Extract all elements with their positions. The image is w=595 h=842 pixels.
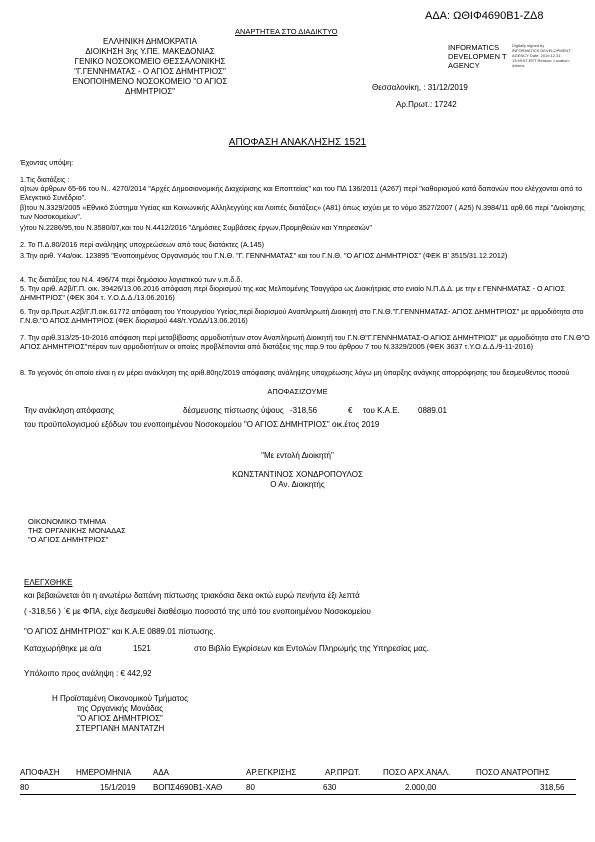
signer-role: Ο Αν. Διοικητής xyxy=(270,480,325,489)
cell-decision: 80 xyxy=(20,783,29,792)
kae-code: 0889.01 xyxy=(418,406,447,415)
department-line: "Ο ΑΓΙΟΣ ΔΗΜΗΤΡΙΟΣ" xyxy=(28,535,109,544)
head-of-finance xyxy=(30,694,210,734)
head-line: Η Προϊσταμένη Οικονομικού Τμήματος xyxy=(52,694,188,703)
authority-line: "Γ.ΓΕΝΝΗΜΑΤΑΣ - Ο ΑΓΙΟΣ ΔΗΜΗΤΡΙΟΣ" xyxy=(74,67,226,76)
item-5: 5. Την αριθ. Α2β/Γ.Π. οικ. 39426/13.06.2016 απόφαση περί διορισμού της κας Μελπομένης Τσαγγάρα ως Διοικήτριας στο ενιαίο Ν.Π.Δ.Δ. με την ε ΓΕΝΝΗΜΑΤΑΣ - Ο ΑΓΙΟΣ ΔΗΜΗΤΡΙΟΣ" (ΦΕΚ 304 τ. Υ.Ο.Δ.Δ./13.06.2016) xyxy=(20,284,565,302)
issuing-authority xyxy=(40,37,260,97)
cell-approval: 80 xyxy=(246,783,255,792)
item-2: 2. Το Π.Δ.80/2016 περί ανάληψης υποχρεώσεων από τους διατάκτες (Α.145) xyxy=(20,240,265,249)
ada-number: ΑΔΑ: ΩΘΙΦ4690Β1-ΖΔ8 xyxy=(425,10,544,22)
posted-online-label: ΑΝΑΡΤΗΤΕΑ ΣΤΟ ΔΙΑΔΙΚΤΥΟ xyxy=(235,27,338,36)
cell-initial-amount: 2.000,00 xyxy=(405,783,437,792)
decision-heading: ΑΠΟΦΑΣΙΖΟΥΜΕ xyxy=(267,387,328,396)
registration-number: 1521 xyxy=(133,644,151,653)
euro-symbol: € xyxy=(348,406,353,415)
registered-book: στο Βιβλίο Εγκρίσεων και Εντολών Πληρωμής της Υπηρεσίας μας. xyxy=(194,644,429,653)
col-header-ada: ΑΔΑ xyxy=(153,768,170,777)
checked-line-2: ( -318,56 ) ΄€ με ΦΠΑ, είχε δεσμευθεί διαθέσιμο ποσοστό της υπό του ενοποιημένου Νοσοκομείου xyxy=(24,607,371,616)
finance-department xyxy=(28,517,228,544)
cell-date: 15/1/2019 xyxy=(100,783,136,792)
table-divider xyxy=(20,779,576,780)
document-title: ΑΠΟΦΑΣΗ ΑΝΑΚΛΗΣΗΣ 1521 xyxy=(228,137,367,148)
revoke-amount: -318,56 xyxy=(290,406,318,415)
checked-heading: ΕΛΕΓΧΘΗΚΕ xyxy=(24,578,73,587)
digital-signature-name: INFORMATICS DEVELOPMEN T AGENCY xyxy=(448,43,507,70)
digital-signature-details: Digitally signed by INFORMATICS DEVELOPMENT AGENCY Date: 2019.12.31 13:49:57 EET Reason: Location: Athens xyxy=(512,43,571,68)
col-header-date: ΗΜΕΡΟΜΗΝΙΑ xyxy=(76,768,132,777)
item-8: 8. Το γεγονός ότι οποίο είναι η εν μέρει ανάκληση της αριθ.80ης/2019 απόφασης ανάληψης υποχρέωσης λόγω μη ύπαρξης ανάγκης απορρόφησης του δεσμευθέντος ποσού xyxy=(20,368,570,377)
table-bottom-rule xyxy=(20,794,576,795)
item-6: 6. Την αρ.Πρωτ.Α2β/Γ.Π.οικ.61772 απόφαση του Υπουργείου Υγείας,περί διορισμού Αναπληρωτή Διοικητή στο Γ.Ν.Θ."Γ.ΓΕΝΝΗΜΑΤΑΣ- ΑΓΙΟΣ ΔΗΜΗΤΡΙΟΣ" με αρμοδιότητα στο Γ.Ν.Θ."Ο ΑΠΟΣ ΔΗΜΗΤΡΙΟΣ (ΦΕΚ διορισμού 448/τ.ΥΟΔΔ/13.06.2016) xyxy=(20,307,584,325)
col-header-reversal-amount: ΠΟΣΟ ΑΝΑΤΡΟΠΗΣ xyxy=(476,768,550,777)
head-name: ΣΤΕΡΓΙΑΝΗ ΜΑΝΤΑΤΖΗ xyxy=(75,724,165,733)
signer-name: ΚΩΝΣΤΑΝΤΙΝΟΣ ΧΟΝΔΡΟΠΟΥΛΟΣ xyxy=(232,470,363,479)
cell-ada: ΒΟΠΣ4690Β1-ΧΑΘ xyxy=(153,783,223,792)
item-1a: α)των άρθρων 65-66 του Ν.. 4270/2014 "Αρχές Δημοσιονομικής Διαχείρισης και Εποπτείας" και του ΠΔ 136/2011 (Α267) περί "καθορισμού κατά δαπανών που ελέγχονται από το Ελεγκτικό Συνέδριο". xyxy=(20,184,583,202)
department-line: ΤΗΣ ΟΡΓΑΝΙΚΗΣ ΜΟΝΑΔΑΣ xyxy=(28,526,126,535)
col-header-protocol: ΑΡ.ΠΡΩΤ. xyxy=(325,768,361,777)
item-3: 3.Την αριθ. Υ4α/οικ. 123895 "Ενοποιημένος Οργανισμός του Γ.Ν.Θ. "Γ. ΓΕΝΝΗΜΑΤΑΣ" και του Γ.Ν.Θ. "Ο ΑΓΙΟΣ ΔΗΜΗΤΡΙΟΣ" (ΦΕΚ Β' 3515/31.12.2012) xyxy=(20,251,508,260)
registered-label: Καταχωρήθηκε με α/α xyxy=(24,644,102,653)
col-header-initial-amount: ΠΟΣΟ ΑΡΧ.ΑΝΑΛ. xyxy=(383,768,451,777)
department-line: ΟΙΚΟΝΟΜΙΚΟ ΤΜΗΜΑ xyxy=(28,517,107,526)
col-header-decision: ΑΠΟΦΑΣΗ xyxy=(20,768,60,777)
cell-reversal-amount: 318,56 xyxy=(540,783,565,792)
revoke-text-a: Την ανάκληση απόφασης xyxy=(24,406,114,415)
authority-line: ΓΕΝΙΚΟ ΝΟΣΟΚΟΜΕΙΟ ΘΕΣΣΑΛΟΝΙΚΗΣ xyxy=(74,57,226,66)
checked-line-3: "Ο ΑΓΙΟΣ ΔΗΜΗΤΡΙΟΣ" και Κ.Α.Ε 0889.01 πίστωσης. xyxy=(24,627,216,636)
authority-line: ΕΝΟΠΟΙΗΜΕΝΟ ΝΟΣΟΚΟΜΕΙΟ "Ο ΑΓΙΟΣ xyxy=(72,77,228,86)
protocol-number: Αρ.Πρωτ.: 17242 xyxy=(396,100,457,109)
cell-protocol: 630 xyxy=(323,783,337,792)
revoke-text-b: δέσμευσης πίστωσης ύψους xyxy=(183,406,284,415)
order-line: "Με εντολή Διοικητή" xyxy=(261,451,334,460)
head-line: της Οργανικής Μονάδας xyxy=(76,704,164,713)
col-header-approval: ΑΡ.ΕΓΚΡΙΣΗΣ xyxy=(246,768,297,777)
kae-label: του Κ.Α.Ε. xyxy=(363,406,400,415)
authority-line: ΕΛΛΗΝΙΚΗ ΔΗΜΟΚΡΑΤΙΑ xyxy=(103,37,197,46)
item-4: 4. Τις διατάξεις του Ν.4. 496/74 περί δημόσιου λογιστικού των ν.π.δ.δ. xyxy=(20,275,243,284)
item-1c: γ)του Ν.2286/95,του Ν.3580/07,και του Ν.4412/2016 "Δημόσιες Συμβάσεις έργων,Προμηθειών και Υπηρεσιών" xyxy=(20,223,372,232)
item-7: 7. Την αριθ.313/25-10-2016 απόφαση περί μεταβίβασης αρμοδιοτήτων στον Αναπληρωτή Διοικητή του Γ.Ν.Θ"Γ.ΓΕΝΝΗΜΑΤΑΣ-Ο ΑΓΙΟΣ ΔΗΜΗΤΡΙΟΣ" με αρμοδιότητα στο Γ.Ν.Θ"Ο ΑΓΙΟΣ ΔΗΜΗΤΡΙΟΣ"πέραν των αρμοδιοτήτων οι οποίες προβλέπονται από διατάξεις της παρ.9 του άρθρου 7 του Ν.3329/2005 (ΦΕΚ 3637 τ.Υ.Ο.Δ.Δ./9-11-2016) xyxy=(20,333,590,352)
document-date: Θεσσαλονίκη, : 31/12/2019 xyxy=(372,83,468,92)
authority-line: ΔΗΜΗΤΡΙΟΣ" xyxy=(124,87,175,96)
checked-line-1: και βεβαιώνεται ότι η ανωτέρω δαπάνη πίστωσης τριακόσια δεκα οκτώ ευρώ πενήντα έξι λεπτά xyxy=(24,591,360,600)
item-1-heading: 1.Τις διατάξεις : xyxy=(20,175,70,184)
having-seen: Έχοντας υπόψη: xyxy=(20,158,74,167)
remaining-amount: Υπόλοιπο προς ανάληψη : € 442,92 xyxy=(24,669,152,678)
item-1b: β)του Ν.3329/2005 «Εθνικό Σύστημα Υγείας και Κοινωνικής Αλληλεγγύης και Λοιπές διατάξεις» (Α81) όπως ισχύει με το νόμο 3527/2007 ( Α25) Ν.3984/11 αρθ.66 περί "Διοίκησης των Νοσοκομείων". xyxy=(20,203,585,221)
authority-line: ΔΙΟΙΚΗΣΗ 3ης Υ.ΠΕ. ΜΑΚΕΔΟΝΙΑΣ xyxy=(85,47,215,56)
revoke-budget-line: του προϋπολογισμού εξόδων του ενοποιημένου Νοσοκομείου "Ο ΑΓΙΟΣ ΔΗΜΗΤΡΙΟΣ" οικ.έτος 2019 xyxy=(24,420,380,429)
head-line: "Ο ΑΓΙΟΣ ΔΗΜΗΤΡΙΟΣ" xyxy=(77,714,163,723)
